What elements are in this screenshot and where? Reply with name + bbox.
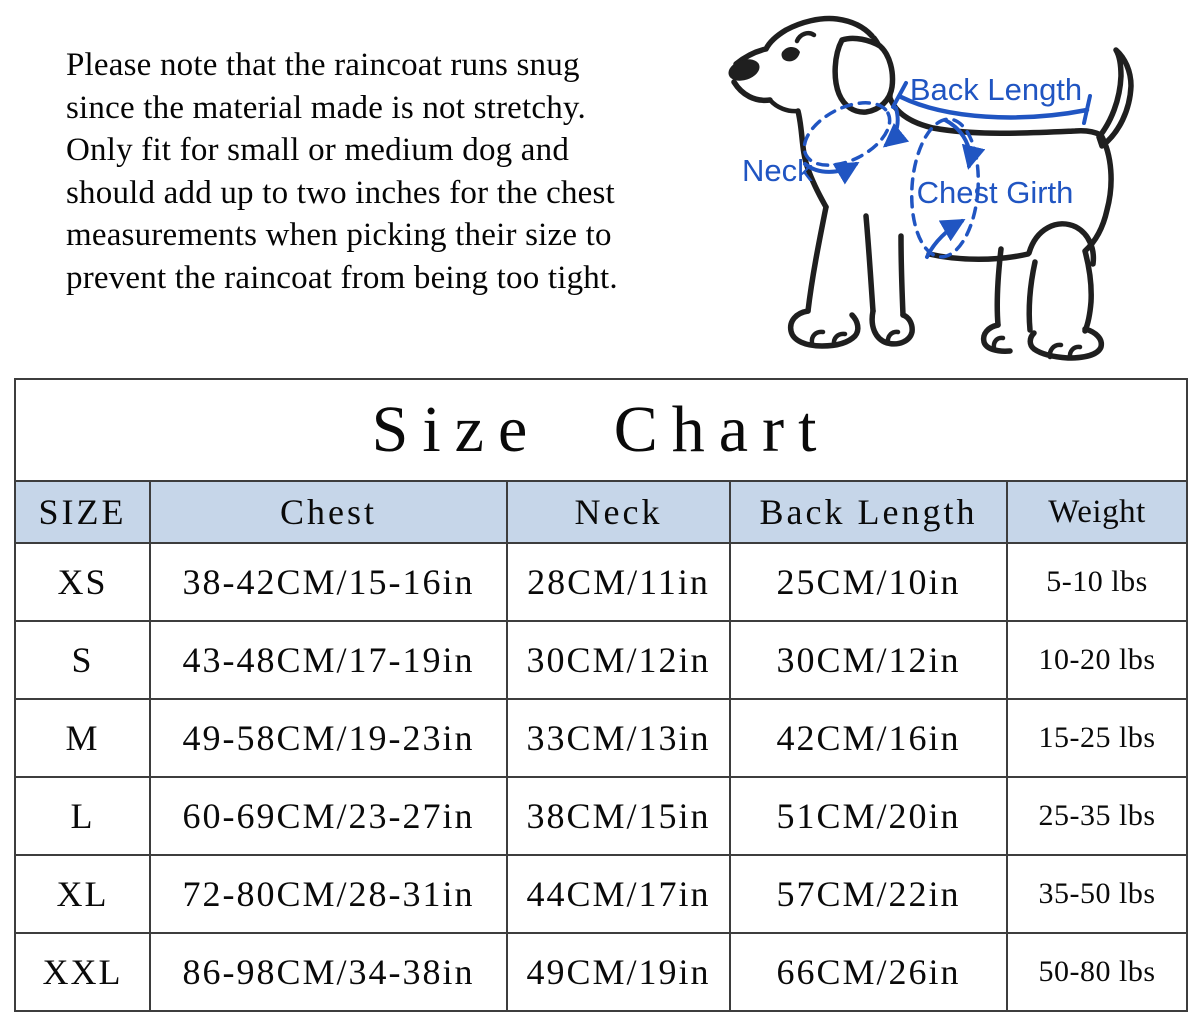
chest-cell: 72-80CM/28-31in [150,855,507,933]
chest-cell: 38-42CM/15-16in [150,543,507,621]
dog-front-far-paw [872,311,912,344]
dog-ear [835,38,892,112]
dog-front-far-leg [866,216,873,311]
table-row [15,933,1187,1011]
table-row [15,855,1187,933]
column-header-weight: Weight [1007,481,1187,543]
size-chart-title: Size Chart [15,379,1187,481]
dog-rear-leg-inner [1029,262,1035,330]
dog-front-far-leg-inner [901,236,903,315]
back-length-cell: 42CM/16in [730,699,1007,777]
dog-nose [726,56,763,85]
neck-cell: 44CM/17in [507,855,730,933]
neck-cell: 30CM/12in [507,621,730,699]
neck-cell: 28CM/11in [507,543,730,621]
size-cell: S [15,621,150,699]
note-line: should add up to two inches for the chest [66,174,615,211]
header-row [15,481,1187,543]
dog-tail [1099,50,1131,146]
column-header-size: SIZE [15,481,150,543]
dog-diagram-svg [698,0,1198,375]
back-length-cell: 25CM/10in [730,543,1007,621]
size-cell: XS [15,543,150,621]
column-header-neck: Neck [507,481,730,543]
neck-cell: 38CM/15in [507,777,730,855]
weight-cell: 50-80 lbs [1007,933,1187,1011]
size-cell: M [15,699,150,777]
table-row [15,777,1187,855]
dog-eye [782,47,801,61]
dog-chin [770,100,798,111]
note-line: since the material made is not stretchy. [66,89,586,126]
size-chart-table [14,378,1188,1012]
back-length-cell: 66CM/26in [730,933,1007,1011]
note-line: measurements when picking their size to [66,217,612,253]
neck-label: Neck [742,153,813,188]
column-header-chest: Chest [150,481,507,543]
back-length-cell: 30CM/12in [730,621,1007,699]
dog-front-paw [791,311,858,346]
dog-far-rear-toe [994,338,1003,348]
measurement-annotations [742,72,1090,259]
weight-cell: 5-10 lbs [1007,543,1187,621]
note-line: prevent the raincoat from being too tight. [66,259,618,296]
chest-cell: 86-98CM/34-38in [150,933,507,1011]
weight-cell: 10-20 lbs [1007,621,1187,699]
back-length-tick-left [893,83,906,107]
note-line: Please note that the raincoat runs snug [66,47,580,83]
dog-front-toe [812,332,823,343]
sizing-note [66,44,716,299]
chest-cell: 60-69CM/23-27in [150,777,507,855]
chest-cell: 49-58CM/19-23in [150,699,507,777]
size-cell: L [15,777,150,855]
dog-rear-paw [1030,329,1101,358]
dog-measurement-diagram [698,0,1198,375]
weight-cell: 25-35 lbs [1007,777,1187,855]
neck-arrow [805,164,856,172]
back-length-label: Back Length [909,72,1083,107]
weight-cell: 15-25 lbs [1007,699,1187,777]
chest-top-arrow [945,120,970,166]
title-row [15,379,1187,481]
chest-girth-label: Chest Girth [916,175,1074,210]
chest-cell: 43-48CM/17-19in [150,621,507,699]
table-row [15,699,1187,777]
neck-cell: 49CM/19in [507,933,730,1011]
note-line: Only fit for small or medium dog and [66,132,570,168]
column-header-back-length: Back Length [730,481,1007,543]
dog-eyebrow [797,33,814,41]
weight-cell: 35-50 lbs [1007,855,1187,933]
dog-rump-rear-leg [1085,135,1111,331]
table-row [15,621,1187,699]
back-length-cell: 57CM/22in [730,855,1007,933]
neck-cell: 33CM/13in [507,699,730,777]
size-cell: XL [15,855,150,933]
table-row [15,543,1187,621]
size-cell: XXL [15,933,150,1011]
dog-front-leg [808,207,826,311]
back-length-cell: 51CM/20in [730,777,1007,855]
chest-bottom-arrow [927,221,962,257]
dog-thigh [1029,224,1093,264]
dog-mouth [734,82,770,100]
